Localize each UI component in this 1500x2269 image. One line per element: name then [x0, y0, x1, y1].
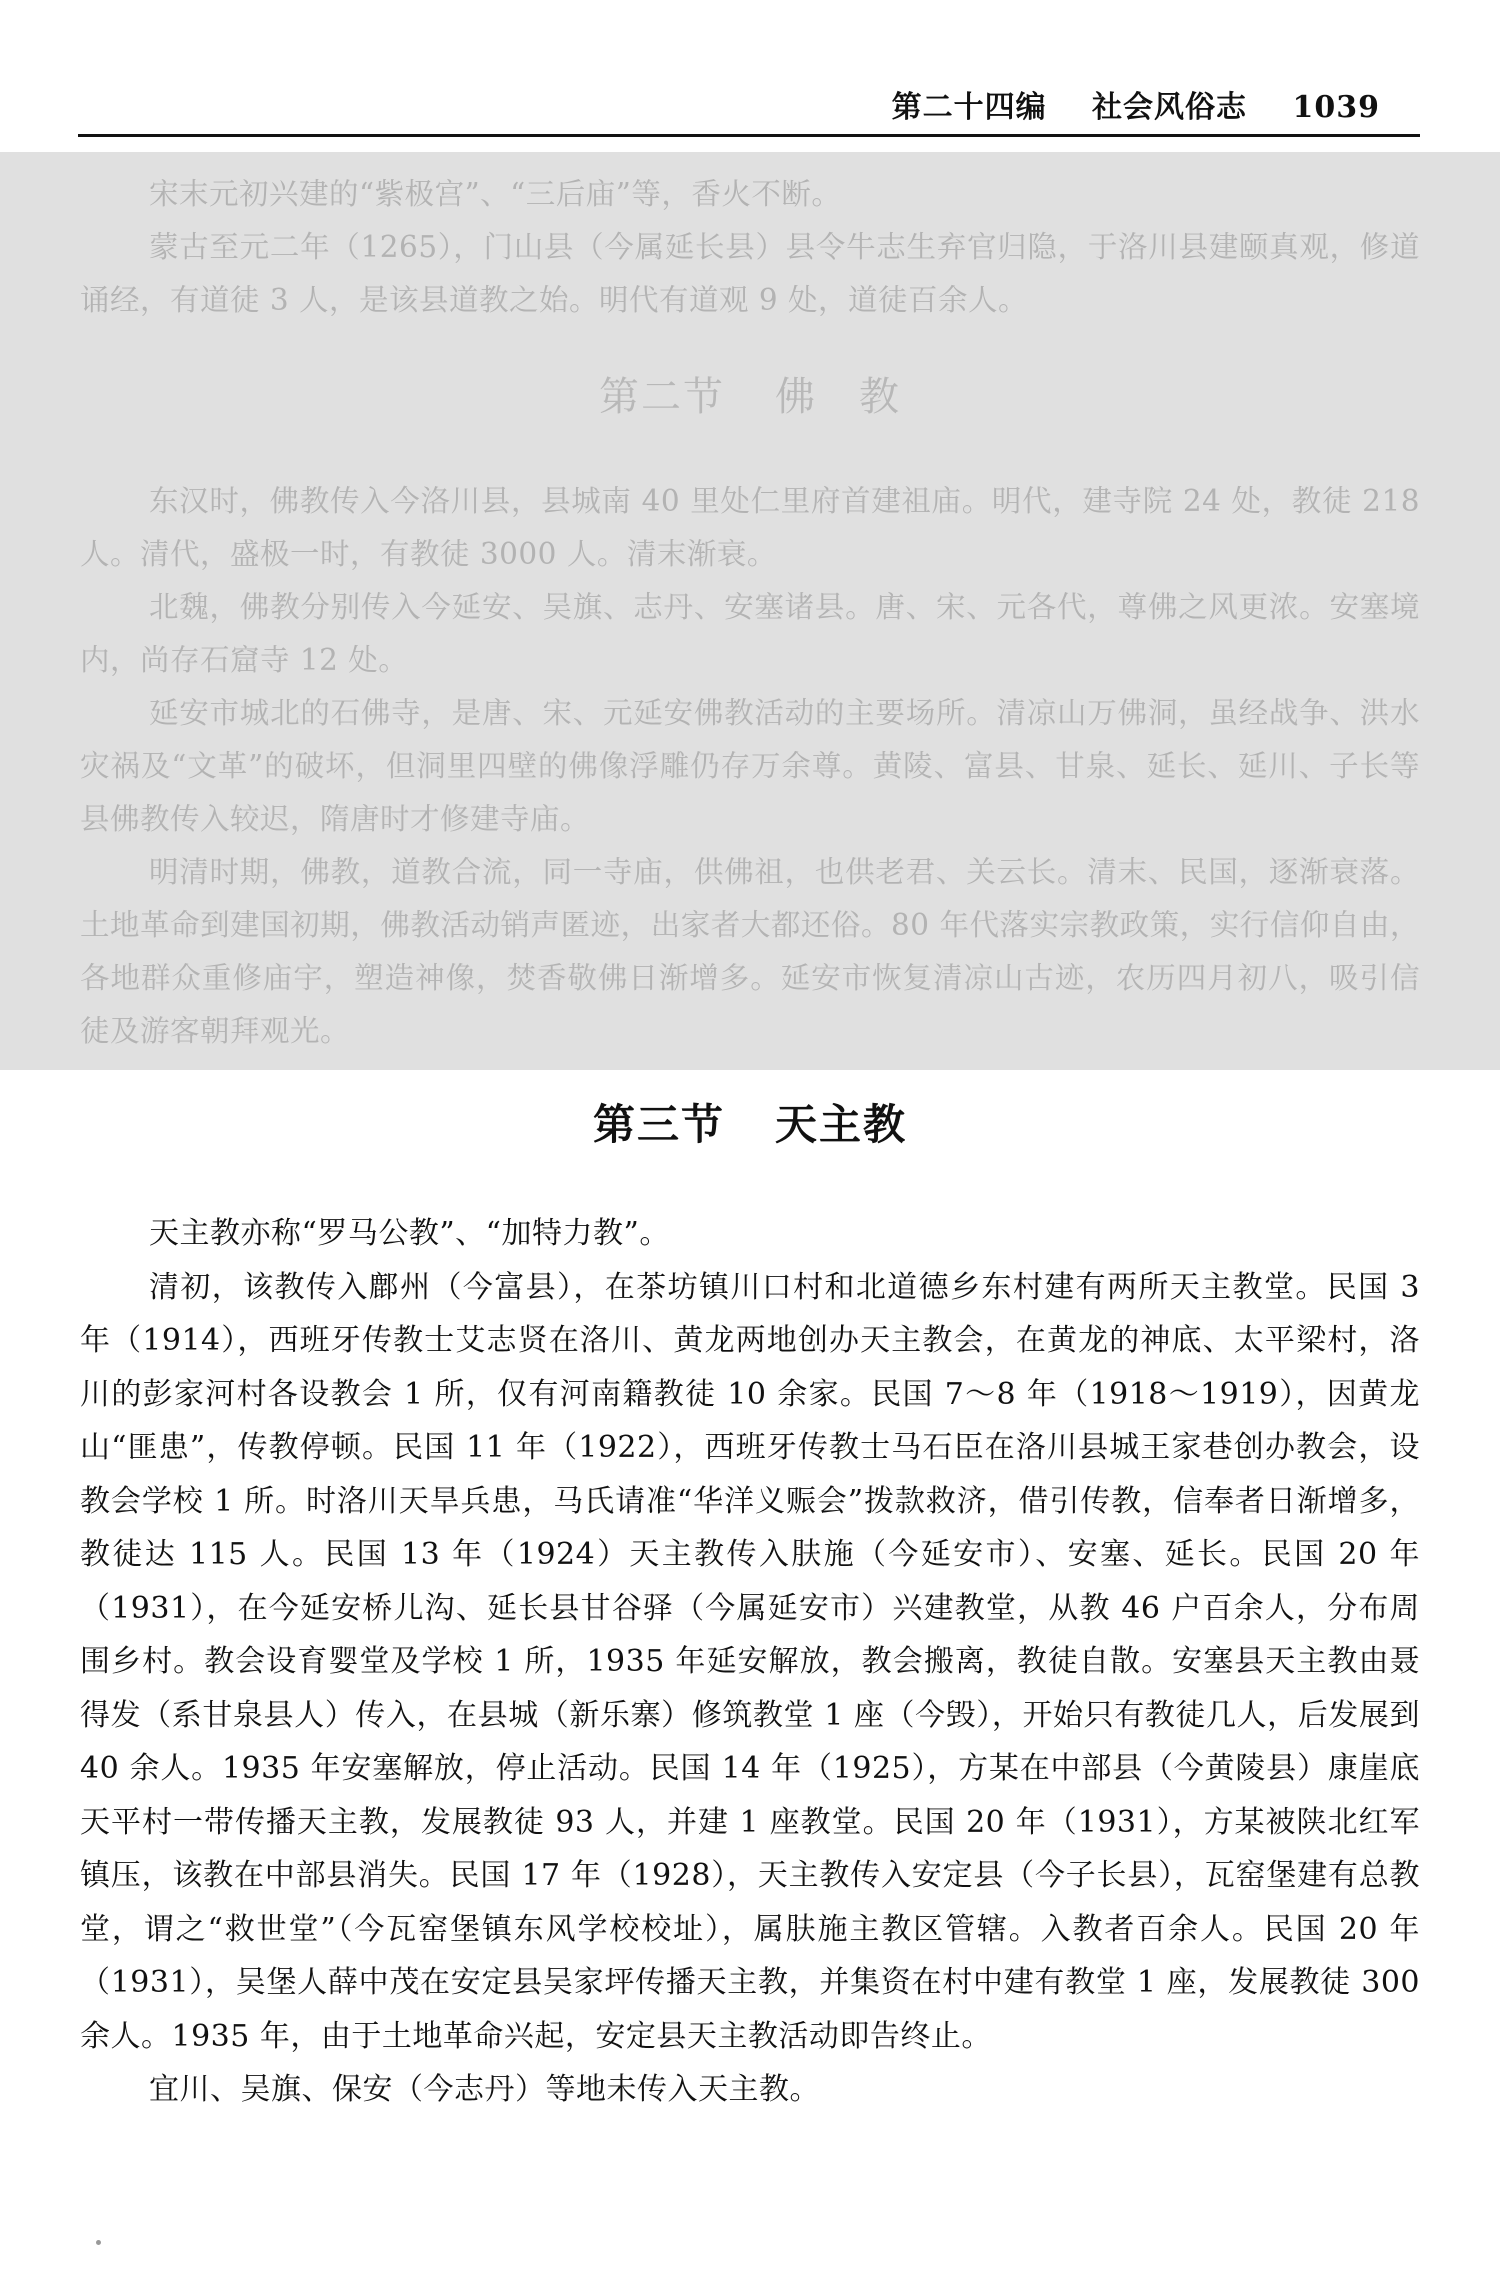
- paragraph: 东汉时，佛教传入今洛川县，县城南 40 里处仁里府首建祖庙。明代，建寺院 24 处，教徒 218 人。清代，盛极一时，有教徒 3000 人。清末渐衰。: [80, 484, 1420, 571]
- volume-label: 第二十四编: [891, 90, 1047, 125]
- section-number: 第三节: [592, 1100, 725, 1149]
- page-number: 1039: [1292, 90, 1380, 125]
- section-name: 天主教: [775, 1100, 908, 1149]
- scan-speck: [96, 2240, 101, 2245]
- paragraph: 清初，该教传入鄜州（今富县），在茶坊镇川口村和北道德乡东村建有两所天主教堂。民国 3 年（1914），西班牙传教士艾志贤在洛川、黄龙两地创办天主教会，在黄龙的神底、太平梁村，洛川的彭家河村各设教会 1 所，仅有河南籍教徒 10 余家。民国 7～8 年（1918～1919），因黄龙山“匪患”，传教停顿。民国 11 年（1922），西班牙传教士马石臣在洛川县城王家巷创办教会，设教会学校 1 所。时洛川天旱兵患，马氏请准“华洋义赈会”拨款救济，借引传教，信奉者日渐增多，教徒达 115 人。民国 13 年（1924）天主教传入肤施（今延安市）、安塞、延长。民国 20 年（1931），在今延安桥儿沟、延长县甘谷驿（今属延安市）兴建教堂，从教 46 户百余人，分布周围乡村。教会设育婴堂及学校 1 所，1935 年延安解放，教会搬离，教徒自散。安塞县天主教由聂得发（系甘泉县人）传入，在县城（新乐寨）修筑教堂 1 座（今毁），开始只有教徒几人，后发展到 40 余人。1935 年安塞解放，停止活动。民国 14 年（1925），方某在中部县（今黄陵县）康崖底天平村一带传播天主教，发展教徒 93 人，并建 1 座教堂。民国 20 年（1931），方某被陕北红军镇压，该教在中部县消失。民国 17 年（1928），天主教传入安定县（今子长县），瓦窑堡建有总教堂，谓之“救世堂”（今瓦窑堡镇东风学校校址），属肤施主教区管辖。入教者百余人。民国 20 年（1931），吴堡人薛中茂在安定县吴家坪传播天主教，并集资在村中建有教堂 1 座，发展教徒 300 余人。1935 年，由于土地革命兴起，安定县天主教活动即告终止。: [80, 1269, 1420, 2054]
- section-name: 佛 教: [775, 374, 901, 420]
- section-number: 第二节: [599, 374, 725, 420]
- section-heading-catholicism: [80, 1095, 1420, 1155]
- catholicism-section: [80, 1095, 1420, 2117]
- page-header: [78, 72, 1420, 137]
- running-head: [892, 82, 1380, 126]
- section-heading-buddhism: [80, 367, 1420, 427]
- paragraph: 北魏，佛教分别传入今延安、吴旗、志丹、安塞诸县。唐、宋、元各代，尊佛之风更浓。安塞境内，尚存石窟寺 12 处。: [80, 590, 1420, 677]
- faded-section-block: [0, 152, 1500, 1070]
- paragraph: 延安市城北的石佛寺，是唐、宋、元延安佛教活动的主要场所。清凉山万佛洞，虽经战争、洪水灾祸及“文革”的破坏，但洞里四壁的佛像浮雕仍存万余尊。黄陵、富县、甘泉、延长、延川、子长等县佛教传入较迟，隋唐时才修建寺庙。: [80, 696, 1420, 836]
- chapter-title: 社会风俗志: [1092, 90, 1248, 125]
- paragraph: 宋末元初兴建的“紫极宫”、“三后庙”等，香火不断。: [149, 177, 842, 211]
- paragraph: 天主教亦称“罗马公教”、“加特力教”。: [149, 1216, 670, 1251]
- paragraph: 宜川、吴旗、保安（今志丹）等地未传入天主教。: [149, 2072, 820, 2107]
- paragraph: 蒙古至元二年（1265），门山县（今属延长县）县令牛志生弃官归隐，于洛川县建颐真观，修道诵经，有道徒 3 人，是该县道教之始。明代有道观 9 处，道徒百余人。: [80, 230, 1420, 317]
- paragraph: 明清时期，佛教，道教合流，同一寺庙，供佛祖，也供老君、关云长。清末、民国，逐渐衰落。土地革命到建国初期，佛教活动销声匿迹，出家者大都还俗。80 年代落实宗教政策，实行信仰自由，各地群众重修庙宇，塑造神像，焚香敬佛日渐增多。延安市恢复清凉山古迹，农历四月初八，吸引信徒及游客朝拜观光。: [80, 855, 1420, 1048]
